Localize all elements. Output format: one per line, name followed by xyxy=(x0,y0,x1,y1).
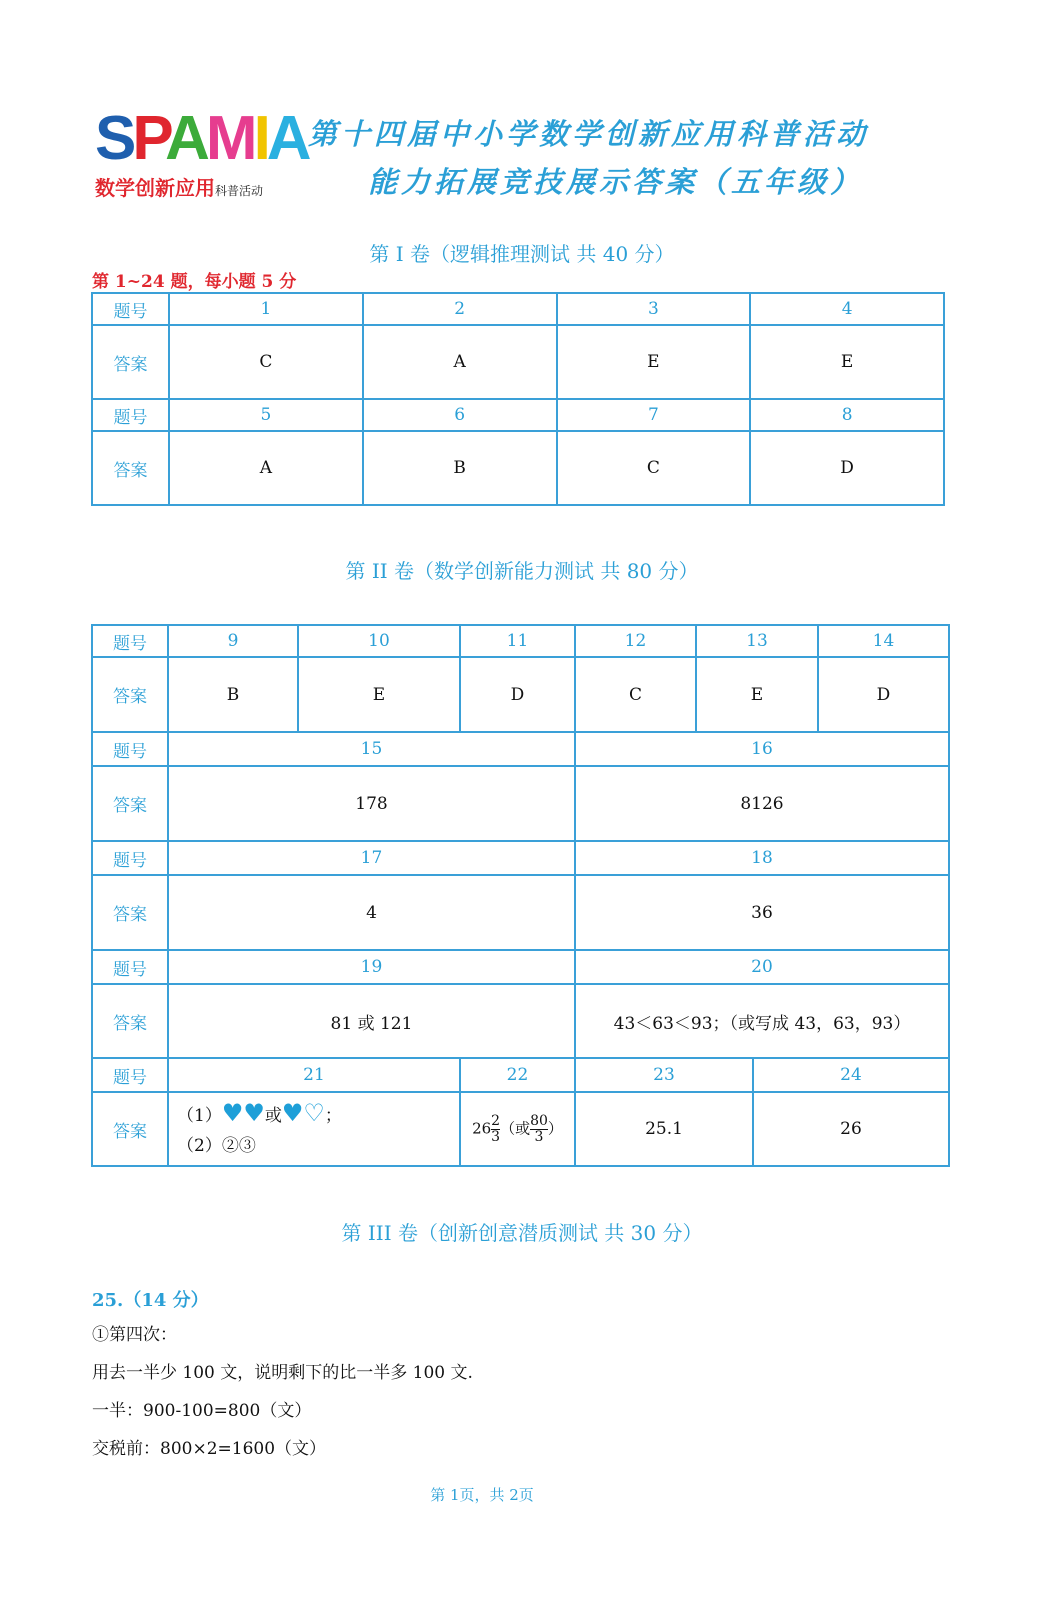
solution-line: 用去一半少 100 文，说明剩下的比一半多 100 文. xyxy=(92,1363,473,1383)
answer: 4 xyxy=(168,875,575,950)
numerator: 80 xyxy=(530,1112,548,1129)
q-num: 13 xyxy=(696,625,818,657)
whole: 26 xyxy=(472,1119,492,1137)
answer-22 xyxy=(460,1092,575,1166)
q-num: 8 xyxy=(750,399,944,431)
q-num: 5 xyxy=(169,399,363,431)
answer: A xyxy=(169,431,363,505)
q-num: 17 xyxy=(168,841,575,875)
denominator: 3 xyxy=(534,1128,544,1145)
answer: 81 或 121 xyxy=(168,984,575,1058)
q25-heading: 25.（14 分） xyxy=(92,1290,209,1311)
answer: D xyxy=(750,431,944,505)
section-1-note: 第 1~24 题，每小题 5 分 xyxy=(92,272,297,292)
row-label: 题号 xyxy=(92,293,169,325)
row-label: 答案 xyxy=(92,984,168,1058)
q-num: 12 xyxy=(575,625,696,657)
solution-line: ①第四次： xyxy=(92,1325,177,1345)
solution-line: 交税前：800×2=1600（文） xyxy=(92,1439,327,1459)
row-label: 题号 xyxy=(92,399,169,431)
answer: 43＜63＜93；（或写成 43，63，93） xyxy=(575,984,949,1058)
q-num: 24 xyxy=(753,1058,949,1092)
answer: E xyxy=(696,657,818,732)
logo-subtitle: 数学创新应用科普活动 xyxy=(95,176,264,200)
answer: 36 xyxy=(575,875,949,950)
answer: B xyxy=(168,657,298,732)
title-line-1: 第十四届中小学数学创新应用科普活动 xyxy=(308,117,870,151)
q-num: 15 xyxy=(168,732,575,766)
q-num: 1 xyxy=(169,293,363,325)
answer: E xyxy=(298,657,460,732)
filled-heart-icon: ♥♥ xyxy=(221,1098,265,1127)
q-num: 21 xyxy=(168,1058,460,1092)
spamia-logo: SPAMIA xyxy=(95,104,308,173)
answer: D xyxy=(818,657,949,732)
answer: 178 xyxy=(168,766,575,841)
row-label: 题号 xyxy=(92,950,168,984)
q-num: 10 xyxy=(298,625,460,657)
q-num: 16 xyxy=(575,732,949,766)
answer-table-2a xyxy=(91,624,950,733)
section-1-title: 第 I 卷（逻辑推理测试 共 40 分） xyxy=(369,242,675,266)
filled-heart-icon: ♥ xyxy=(281,1098,304,1127)
q-num: 14 xyxy=(818,625,949,657)
answer: B xyxy=(363,431,557,505)
answer-table-2b xyxy=(91,731,950,1059)
row-label: 答案 xyxy=(92,657,168,732)
row-label: 答案 xyxy=(92,431,169,505)
q-num: 11 xyxy=(460,625,575,657)
row-label: 答案 xyxy=(92,325,169,399)
answer-24: 26 xyxy=(753,1092,949,1166)
solution-line: 一半：900-100=800（文） xyxy=(92,1401,312,1421)
answer: A xyxy=(363,325,557,399)
q-num: 9 xyxy=(168,625,298,657)
answer: 8126 xyxy=(575,766,949,841)
answer: C xyxy=(169,325,363,399)
section-3-title: 第 III 卷（创新创意潜质测试 共 30 分） xyxy=(341,1221,703,1245)
q25-solution xyxy=(92,1316,473,1468)
answer: C xyxy=(557,431,751,505)
row-label: 题号 xyxy=(92,1058,168,1092)
q-num: 2 xyxy=(363,293,557,325)
q-num: 7 xyxy=(557,399,751,431)
q-num: 3 xyxy=(557,293,751,325)
answer-21 xyxy=(168,1092,460,1166)
answer-table-2c xyxy=(91,1057,950,1167)
alt-suffix: ） xyxy=(547,1119,563,1137)
q-num: 6 xyxy=(363,399,557,431)
row-label: 答案 xyxy=(92,766,168,841)
alt-prefix: （或 xyxy=(500,1119,531,1137)
answer: E xyxy=(557,325,751,399)
answer: E xyxy=(750,325,944,399)
row-label: 答案 xyxy=(92,875,168,950)
part-label: （1） xyxy=(177,1105,222,1126)
numerator: 2 xyxy=(491,1112,501,1129)
answer-21-part-2: （2）②③ xyxy=(177,1135,256,1156)
q-num: 20 xyxy=(575,950,949,984)
page-footer: 第 1页，共 2页 xyxy=(430,1486,534,1504)
answer: C xyxy=(575,657,696,732)
section-2-title: 第 II 卷（数学创新能力测试 共 80 分） xyxy=(345,559,699,583)
denominator: 3 xyxy=(491,1128,501,1145)
row-label: 答案 xyxy=(92,1092,168,1166)
q-num: 4 xyxy=(750,293,944,325)
q-num: 22 xyxy=(460,1058,575,1092)
row-label: 题号 xyxy=(92,732,168,766)
answer-23: 25.1 xyxy=(575,1092,753,1166)
row-label: 题号 xyxy=(92,625,168,657)
q-num: 18 xyxy=(575,841,949,875)
title-line-2: 能力拓展竞技展示答案（五年级） xyxy=(368,165,864,199)
fraction xyxy=(491,1114,500,1145)
answer-table-1 xyxy=(91,292,945,506)
q-num: 19 xyxy=(168,950,575,984)
answer: D xyxy=(460,657,575,732)
fraction xyxy=(530,1114,548,1145)
row-label: 题号 xyxy=(92,841,168,875)
outline-heart-icon: ♡ xyxy=(303,1098,325,1127)
or-text: 或 xyxy=(264,1105,282,1126)
punct: ； xyxy=(324,1105,342,1126)
q-num: 23 xyxy=(575,1058,753,1092)
